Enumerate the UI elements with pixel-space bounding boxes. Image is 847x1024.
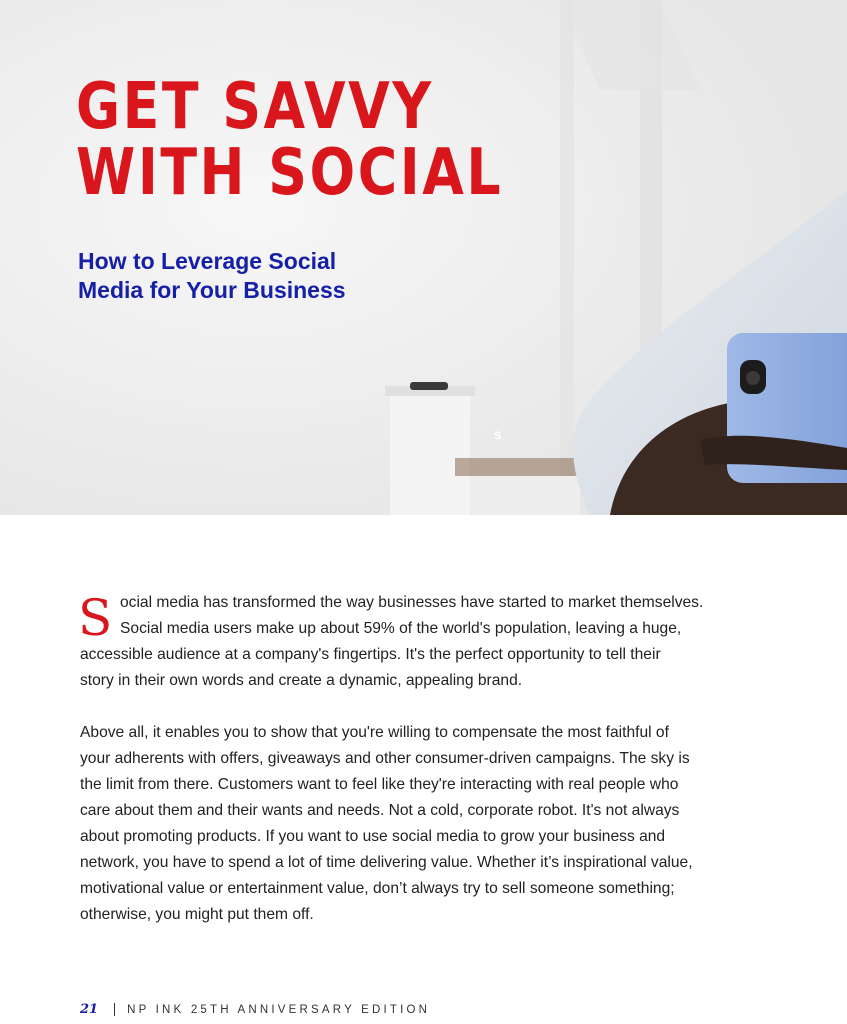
drop-cap: S bbox=[78, 589, 113, 647]
article-subtitle bbox=[78, 247, 398, 305]
paragraph-line: network, you have to spend a lot of time delivering value. Whether it’s inspirational value, bbox=[80, 854, 693, 871]
article-title-line: GET SAVVY bbox=[76, 70, 434, 144]
publication-name: NP INK 25TH ANNIVERSARY EDITION bbox=[127, 1003, 431, 1016]
footer-divider bbox=[114, 1003, 115, 1016]
paragraph-line: accessible audience at a company's fingertips. It's the perfect opportunity to tell their bbox=[80, 646, 661, 663]
paragraph-line: your adherents with offers, giveaways and other consumer-driven campaigns. The sky is bbox=[80, 750, 690, 767]
article-body bbox=[80, 590, 770, 928]
page-footer bbox=[80, 1002, 430, 1017]
paragraph-body bbox=[80, 720, 770, 928]
paragraph-intro bbox=[80, 590, 770, 694]
article-subtitle-line: Media for Your Business bbox=[78, 277, 346, 303]
article-subtitle-line: How to Leverage Social bbox=[78, 248, 337, 274]
paragraph-line: the limit from there. Customers want to feel like they're interacting with real people who bbox=[80, 776, 679, 793]
paragraph-line: story in their own words and create a dynamic, appealing brand. bbox=[80, 672, 523, 689]
paragraph-line: care about them and their wants and needs. Not a cold, corporate robot. It's not always bbox=[80, 802, 680, 819]
paragraph-line: motivational value or entertainment value, don’t always try to sell someone something; bbox=[80, 880, 675, 897]
article-title-line: WITH SOCIAL bbox=[76, 136, 504, 210]
paragraph-line: Above all, it enables you to show that you're willing to compensate the most faithful of bbox=[80, 724, 669, 741]
paragraph-line: about promoting products. If you want to use social media to grow your business and bbox=[80, 828, 666, 845]
paragraph-line: otherwise, you might put them off. bbox=[80, 906, 314, 923]
paragraph-line: Social media users make up about 59% of the world's population, leaving a huge, bbox=[120, 620, 682, 637]
article-title bbox=[76, 70, 504, 210]
paragraph-line: ocial media has transformed the way businesses have started to market themselves. bbox=[120, 594, 704, 611]
photo-mark: S bbox=[494, 430, 502, 442]
page-number: 21 bbox=[80, 1002, 99, 1017]
